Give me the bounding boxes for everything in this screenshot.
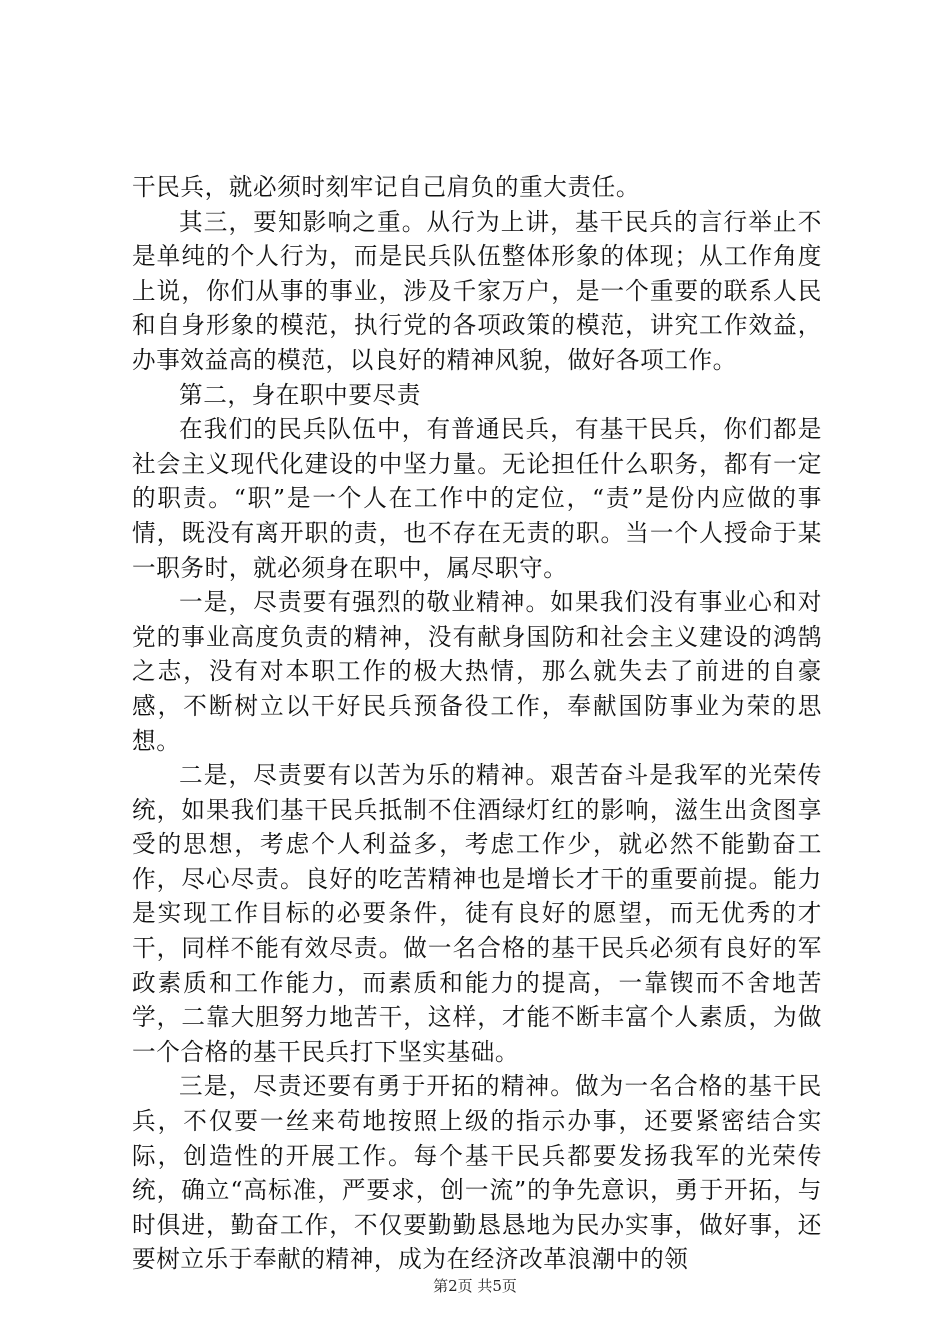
paragraph-1: 干民兵，就必须时刻牢记自己肩负的重大责任。 [132,173,641,201]
paragraph-2: 其三，要知影响之重。从行为上讲，基干民兵的言行举止不是单纯的个人行为，而是民兵队伍整体形象的体现；从工作角度上说，你们从事的事业，涉及千家万户，是一个重要的联系人民和自身形象的模范，执行党的各项政策的模范，讲究工作效益，办事效益高的模范，以良好的精神风貌，做好各项工作。 [132,207,822,374]
paragraph-5: 一是，尽责要有强烈的敬业精神。如果我们没有事业心和对党的事业高度负责的精神，没有献身国防和社会主义建设的鸿鹄之志，没有对本职工作的极大热情，那么就失去了前进的自豪感，不断树立以干好民兵预备役工作，奉献国防事业为荣的思想。 [132,588,822,755]
page-number-footer: 第2页 共5页 [433,1277,517,1295]
paragraph-4: 在我们的民兵队伍中，有普通民兵，有基干民兵，你们都是社会主义现代化建设的中坚力量。无论担任什么职务，都有一定的职责。“职”是一个人在工作中的定位，“责”是份内应做的事情，既没有离开职的责，也不存在无责的职。当一个人授命于某一职务时，就必须身在职中，属尽职守。 [132,415,822,582]
paragraph-7: 三是，尽责还要有勇于开拓的精神。做为一名合格的基干民兵，不仅要一丝来苟地按照上级的指示办事，还要紧密结合实际，创造性的开展工作。每个基干民兵都要发扬我军的光荣传统，确立“高标准，严要求，创一流”的争先意识，勇于开拓，与时俱进，勤奋工作，不仅要勤勤恳恳地为民办实事，做好事，还要树立乐于奉献的精神，成为在经济改革浪潮中的领 [132,1072,822,1274]
section-heading: 第二，身在职中要尽责 [179,380,421,409]
document-body [132,170,822,1277]
paragraph-6: 二是，尽责要有以苦为乐的精神。艰苦奋斗是我军的光荣传统，如果我们基干民兵抵制不住酒绿灯红的影响，滋生出贪图享受的思想，考虑个人利益多，考虑工作少，就必然不能勤奋工作，尽心尽责。良好的吃苦精神也是增长才干的重要前提。能力是实现工作目标的必要条件，徒有良好的愿望，而无优秀的才干，同样不能有效尽责。做一名合格的基干民兵必须有良好的军政素质和工作能力，而素质和能力的提高，一靠锲而不舍地苦学，二靠大胆努力地苦干，这样，才能不断丰富个人素质，为做一个合格的基干民兵打下坚实基础。 [132,761,822,1066]
